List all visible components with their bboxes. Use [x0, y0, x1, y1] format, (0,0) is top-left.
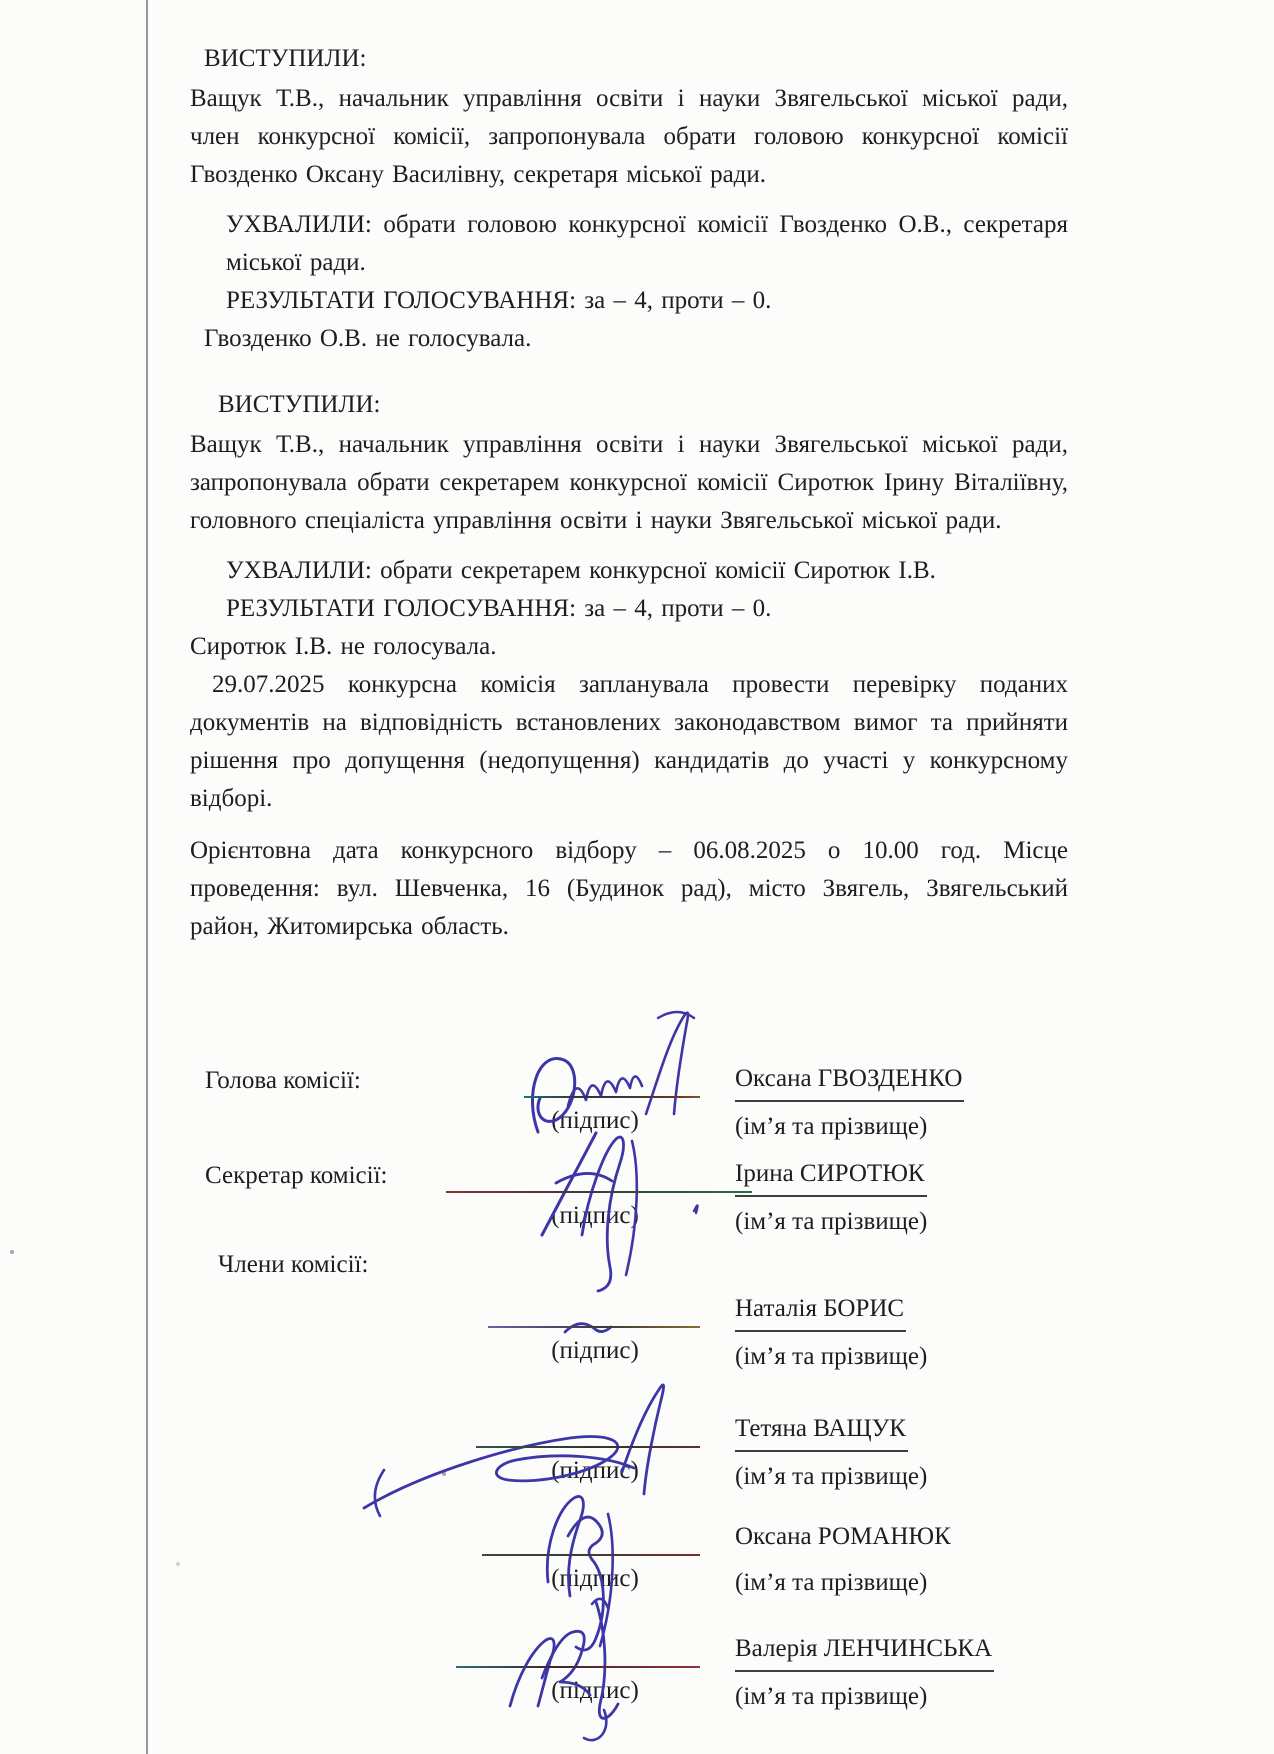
signer-name-cell: [735, 1630, 1068, 1716]
signer-name: Наталія БОРИС: [735, 1290, 906, 1332]
spoke-heading-2: ВИСТУПИЛИ:: [218, 391, 381, 418]
resolution-block-1: [190, 206, 1068, 358]
name-caption: (ім’я та прізвище): [735, 1113, 928, 1140]
signature-section: [190, 958, 1068, 1754]
signature-line: [488, 1326, 700, 1328]
signer-name-cell: [735, 1518, 1068, 1602]
role-label-members: Члени комісії:: [218, 1251, 369, 1278]
signer-name: Тетяна ВАЩУК: [735, 1410, 908, 1452]
scan-speck: [10, 1250, 14, 1254]
signature-field: [480, 1410, 710, 1490]
name-caption: (ім’я та прізвище): [735, 1208, 928, 1235]
spoke-heading-1: ВИСТУПИЛИ:: [204, 45, 367, 72]
resolution-2-text: УХВАЛИЛИ: обрати секретарем конкурсної комісії Сиротюк І.В.: [226, 557, 936, 584]
name-caption: (ім’я та прізвище): [735, 1343, 928, 1370]
signature-caption: (підпис): [551, 1337, 639, 1364]
signer-name-cell: [735, 1155, 1068, 1241]
signature-caption: (підпис): [551, 1457, 639, 1484]
spoke-paragraph-2: Ващук Т.В., начальник управління освіти і науки Звягельської міської ради, запропонувала обрати секретарем конкурсної комісії Сиротюк Ірину Віталіївну, головного спеціаліста управління освіти і науки Звягельської міської ради.: [190, 431, 1068, 534]
vote-results-1: РЕЗУЛЬТАТИ ГОЛОСУВАННЯ: за – 4, проти – 0.: [226, 287, 772, 314]
signature-field: [480, 1060, 710, 1140]
signer-name-cell: [735, 1060, 1068, 1146]
signer-name-cell: [735, 1290, 1068, 1376]
signature-field: [480, 1290, 710, 1370]
signature-line: [456, 1666, 700, 1668]
name-caption: (ім’я та прізвище): [735, 1683, 928, 1710]
signer-name: Ірина СИРОТЮК: [735, 1155, 927, 1197]
document-body: [190, 40, 1068, 1754]
signature-line: [524, 1096, 700, 1098]
signature-caption: (підпис): [551, 1107, 639, 1134]
signature-caption: (підпис): [551, 1202, 639, 1229]
abstain-note-1: Гвозденко О.В. не голосувала.: [204, 325, 532, 352]
signer-name-cell: [735, 1410, 1068, 1496]
vote-results-2: РЕЗУЛЬТАТИ ГОЛОСУВАННЯ: за – 4, проти – 0.: [226, 595, 772, 622]
venue-paragraph: Орієнтовна дата конкурсного відбору – 06.08.2025 о 10.00 год. Місце проведення: вул. Шевченка, 16 (Будинок рад), місто Звягель, Звягельський район, Житомирська область.: [190, 837, 1068, 940]
signature-line: [446, 1191, 752, 1193]
spoke-paragraph-1: Ващук Т.В., начальник управління освіти і науки Звягельської міської ради, член конкурсної комісії, запропонувала обрати головою конкурсної комісії Гвозденко Оксану Василівну, секретаря міської ради.: [190, 85, 1068, 188]
role-label-head: Голова комісії:: [205, 1067, 361, 1094]
signer-name: Валерія ЛЕНЧИНСЬКА: [735, 1630, 994, 1672]
signature-line: [476, 1446, 700, 1448]
name-caption: (ім’я та прізвище): [735, 1463, 928, 1490]
signature-field: [480, 1155, 710, 1235]
role-label-secretary: Секретар комісії:: [205, 1162, 388, 1189]
signer-name: Оксана ГВОЗДЕНКО: [735, 1060, 964, 1102]
signature-field: [480, 1518, 710, 1598]
schedule-paragraph: 29.07.2025 конкурсна комісія запланувала провести перевірку поданих документів на відповідність встановлених законодавством вимог та прийняти рішення про допущення (недопущення) кандидатів до участі у конкурсному відборі.: [190, 671, 1068, 812]
signature-line: [482, 1554, 700, 1556]
signature-caption: (підпис): [551, 1565, 639, 1592]
signature-caption: (підпис): [551, 1677, 639, 1704]
signature-field: [480, 1630, 710, 1710]
name-caption: (ім’я та прізвище): [735, 1569, 928, 1596]
scan-edge-artifact: [146, 0, 148, 1754]
abstain-note-2: Сиротюк І.В. не голосувала.: [190, 633, 497, 660]
resolution-1-text: УХВАЛИЛИ: обрати головою конкурсної комісії Гвозденко О.В., секретаря міської ради.: [226, 211, 1068, 276]
signer-name: Оксана РОМАНЮК: [735, 1523, 951, 1550]
signature-scribble: [354, 1374, 704, 1524]
resolution-block-2: [190, 552, 1068, 666]
scan-speck: [176, 1562, 180, 1566]
